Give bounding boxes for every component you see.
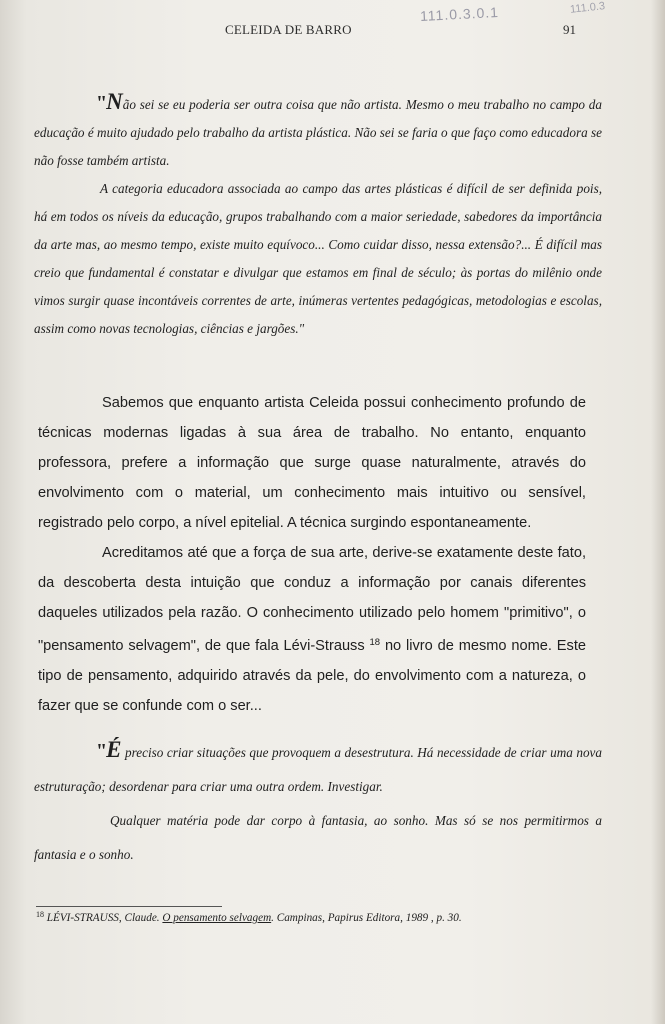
quote-block-2 — [34, 733, 602, 872]
footnote-ref[interactable]: 18 — [369, 637, 381, 648]
header-title: CELEIDA DE BARRO — [225, 22, 352, 37]
body-paragraph-1 — [38, 388, 586, 538]
quote-1-text-1: ão sei se eu poderia ser outra coisa que não artista. Mesmo o meu trabalho no campo da educação é muito ajudado pelo trabalho da artista plástica. Não sei se faria o que faço como educadora se não fosse também artista. — [34, 97, 602, 168]
drop-cap: N — [106, 89, 123, 114]
body-paragraph-2-text — [38, 538, 586, 721]
body-p2-text-before: Acreditamos até que a força de sua arte, derive-se exatamente deste fato, da descoberta desta intuição que conduz a informação por canais diferentes daqueles utilizados pela razão. O conhecimento utilizado pelo homem "primitivo", o "pensamento selvagem", de que fala Lévi-Strauss — [38, 545, 586, 654]
footnote-divider — [36, 906, 222, 907]
body-paragraph-1-text: Sabemos que enquanto artista Celeida possui conhecimento profundo de técnicas modernas ligadas à sua área de trabalho. No entanto, enquanto professora, prefere a informação que surge quase naturalmente, através do envolvimento com o material, um conhecimento mais intuitivo ou sensível, registrado pelo corpo, a nível epitelial. A técnica surgindo espontaneamente. — [38, 395, 586, 531]
footnote-book-title: O pensamento selvagem — [162, 912, 272, 924]
quote-block-1 — [34, 88, 602, 343]
open-quote-mark-2: " — [96, 740, 107, 762]
body-p2-text-after: no livro de mesmo nome. Este tipo de pensamento, adquirido através da pele, do envolvimento com a natureza, o fazer que se confunde com o ser... — [38, 638, 587, 714]
quote-2-paragraph-2: Qualquer matéria pode dar corpo à fantasia, ao sonho. Mas só se nos permitirmos a fantasia e o sonho. — [34, 813, 602, 862]
body-paragraph-2 — [38, 538, 586, 721]
library-stamp-corner: 111.0.3 — [569, 0, 606, 16]
quote-2-text-1: preciso criar situações que provoquem a desestrutura. Há necessidade de criar uma nova estruturação; desordenar para criar uma outra ordem. Investigar. — [34, 745, 602, 794]
quote-2-paragraph-1 — [34, 733, 602, 804]
footnote — [36, 910, 606, 924]
running-header — [0, 22, 665, 42]
footnote-number: 18 — [36, 910, 44, 919]
footnote-publication: . Campinas, Papirus Editora, 1989 , p. 30. — [271, 912, 462, 924]
quote-1-paragraph-1 — [34, 88, 602, 175]
open-quote-mark: " — [96, 92, 107, 114]
page-number: 91 — [563, 22, 576, 37]
footnote-author: LÉVI-STRAUSS, Claude. — [44, 912, 163, 924]
library-stamp: 111.0.3.0.1 — [419, 3, 500, 25]
quote-1-paragraph-2: A categoria educadora associada ao campo das artes plásticas é difícil de ser definida pois, há em todos os níveis da educação, grupos trabalhando com a maior seriedade, sabedores da importância da arte mas, ao mesmo tempo, existe muito equívoco... Como cuidar disso, nessa extensão?... É difícil mas creio que fundamental é constatar e divulgar que estamos em final de século; às portas do milênio onde vimos surgir quase incontáveis correntes de arte, inúmeras vertentes pedagógicas, metodologias e escolas, assim como novas tecnologias, ciências e jargões." — [34, 181, 602, 336]
drop-cap-2: É — [106, 737, 122, 762]
page-edge-shadow — [651, 0, 665, 1024]
